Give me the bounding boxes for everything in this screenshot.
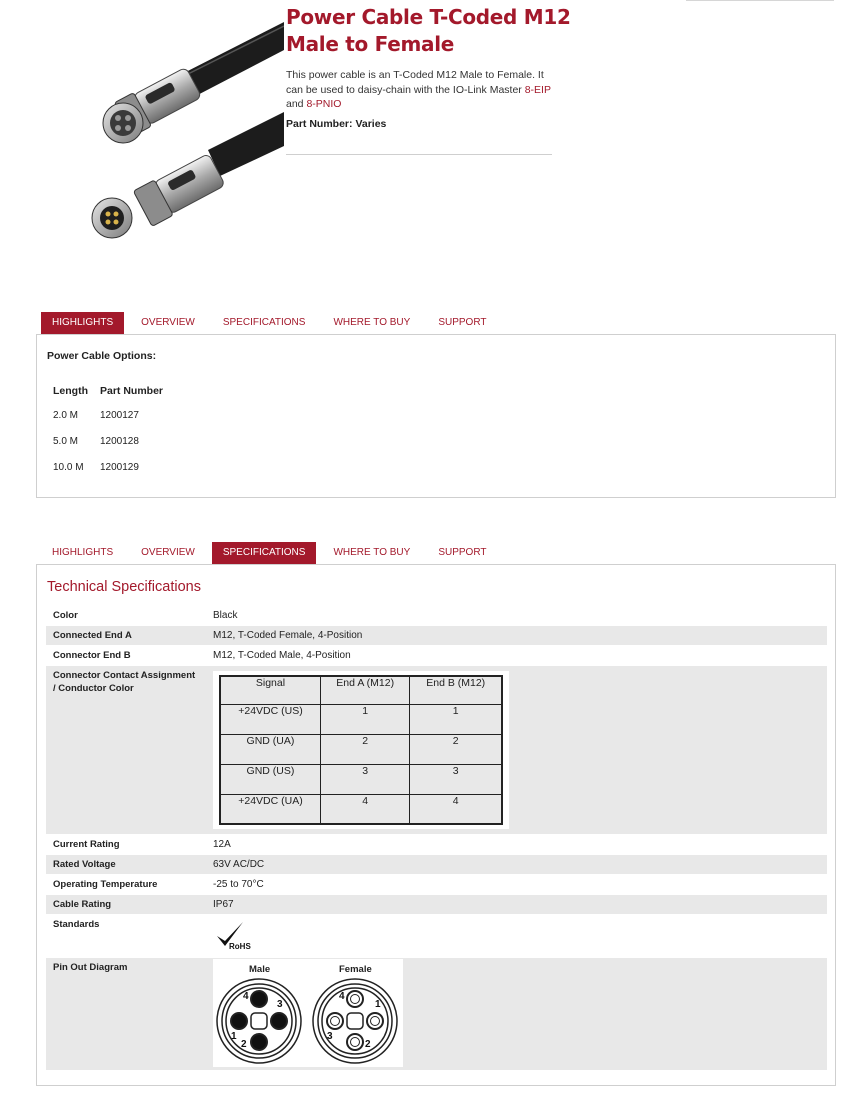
end-a-header: End A (M12)	[320, 676, 409, 704]
tab-highlights[interactable]: HIGHLIGHTS	[41, 312, 124, 334]
tab-bar-highlights	[41, 312, 504, 334]
female-pin-1: 1	[375, 999, 381, 1010]
table-row	[47, 428, 169, 454]
standards-value	[206, 915, 827, 958]
options-table	[47, 380, 169, 480]
part-number-cell: 1200128	[100, 435, 139, 447]
rohs-text: RoHS	[229, 942, 251, 951]
cable-rating-value: IP67	[206, 895, 827, 915]
tab-bar-specifications	[41, 542, 504, 564]
contact-assignment-value	[206, 666, 827, 835]
male-connector-icon	[217, 979, 301, 1063]
table-row	[46, 666, 827, 835]
part-number-cell: 1200127	[100, 409, 139, 421]
link-8-eip[interactable]: 8-EIP	[524, 83, 551, 96]
female-label: Female	[339, 964, 372, 975]
length-cell: 5.0 M	[53, 435, 79, 447]
female-pin-3: 3	[327, 1031, 333, 1042]
current-rating-value: 12A	[206, 835, 827, 855]
rohs-logo	[213, 920, 263, 954]
table-row	[220, 734, 502, 764]
tab-highlights[interactable]: HIGHLIGHTS	[52, 547, 114, 558]
standards-label: Standards	[46, 915, 206, 958]
male-pin-2: 2	[241, 1039, 247, 1050]
product-description	[286, 68, 554, 112]
power-cable-options-title: Power Cable Options:	[47, 350, 157, 362]
table-row	[220, 704, 502, 734]
specifications-panel	[36, 564, 836, 1086]
contact-assignment-label: Connector Contact Assignment / Conductor Color	[46, 666, 206, 835]
table-row	[46, 958, 827, 1071]
operating-temperature-label: Operating Temperature	[46, 875, 206, 895]
part-number-value: Varies	[355, 118, 387, 130]
part-number-label: Part Number:	[286, 118, 353, 130]
description-and: and	[286, 98, 307, 110]
end-b-value: M12, T-Coded Male, 4-Position	[206, 646, 827, 666]
pin-header-row	[220, 676, 502, 704]
male-pin-4: 4	[243, 991, 249, 1002]
product-title: Power Cable T-Coded M12 Male to Female	[286, 5, 571, 56]
tab-where-to-buy[interactable]: WHERE TO BUY	[333, 547, 411, 558]
signal-cell: GND (US)	[220, 764, 320, 794]
link-8-pnio[interactable]: 8-PNIO	[306, 98, 342, 110]
end-b-header: End B (M12)	[410, 676, 502, 704]
color-value: Black	[206, 606, 827, 626]
tab-support[interactable]: SUPPORT	[438, 547, 487, 558]
end-b-cell: 2	[410, 734, 502, 764]
male-label: Male	[249, 964, 271, 975]
pin-assignment-table	[219, 675, 503, 825]
options-header-row	[47, 380, 169, 402]
rated-voltage-value: 63V AC/DC	[206, 855, 827, 875]
signal-cell: +24VDC (US)	[220, 704, 320, 734]
male-pin-1: 1	[231, 1031, 237, 1042]
female-pin-2: 2	[365, 1039, 371, 1050]
length-header: Length	[53, 385, 88, 397]
tab-overview[interactable]: OVERVIEW	[141, 317, 195, 328]
end-a-cell: 3	[320, 764, 409, 794]
table-row	[46, 895, 827, 915]
top-rule	[686, 0, 834, 1]
table-row	[46, 606, 827, 626]
table-row	[220, 764, 502, 794]
table-row	[46, 646, 827, 666]
table-row	[46, 875, 827, 895]
table-row	[46, 855, 827, 875]
tab-overview[interactable]: OVERVIEW	[141, 547, 195, 558]
tab-specifications[interactable]: SPECIFICATIONS	[222, 317, 306, 328]
length-cell: 10.0 M	[53, 461, 84, 473]
table-row	[46, 835, 827, 855]
tab-where-to-buy[interactable]: WHERE TO BUY	[333, 317, 411, 328]
end-b-cell: 1	[410, 704, 502, 734]
pin-table-wrapper	[213, 671, 509, 829]
signal-header: Signal	[220, 676, 320, 704]
end-b-cell: 3	[410, 764, 502, 794]
product-image	[78, 0, 284, 250]
pinout-drawing	[213, 959, 403, 1067]
table-row	[46, 915, 827, 958]
signal-cell: GND (UA)	[220, 734, 320, 764]
operating-temperature-value: -25 to 70°C	[206, 875, 827, 895]
end-a-value: M12, T-Coded Female, 4-Position	[206, 626, 827, 646]
technical-specifications-title: Technical Specifications	[47, 579, 201, 595]
rated-voltage-label: Rated Voltage	[46, 855, 206, 875]
female-connector-icon	[313, 979, 397, 1063]
current-rating-label: Current Rating	[46, 835, 206, 855]
table-row	[47, 454, 169, 480]
end-b-cell: 4	[410, 794, 502, 824]
title-divider	[286, 154, 552, 155]
female-pin-4: 4	[339, 991, 345, 1002]
length-cell: 2.0 M	[53, 409, 79, 421]
end-a-label: Connected End A	[46, 626, 206, 646]
cable-rating-label: Cable Rating	[46, 895, 206, 915]
table-row	[46, 626, 827, 646]
pinout-diagram	[213, 959, 403, 1067]
part-number	[286, 118, 386, 130]
color-label: Color	[46, 606, 206, 626]
end-a-cell: 4	[320, 794, 409, 824]
end-b-label: Connector End B	[46, 646, 206, 666]
table-row	[47, 402, 169, 428]
tab-support[interactable]: SUPPORT	[438, 317, 487, 328]
pinout-value	[206, 958, 827, 1071]
male-pin-3: 3	[277, 999, 283, 1010]
spec-table	[46, 605, 827, 1070]
end-a-cell: 1	[320, 704, 409, 734]
signal-cell: +24VDC (UA)	[220, 794, 320, 824]
tab-specifications[interactable]: SPECIFICATIONS	[212, 542, 317, 564]
table-row	[220, 794, 502, 824]
highlights-panel	[36, 334, 836, 498]
end-a-cell: 2	[320, 734, 409, 764]
part-number-cell: 1200129	[100, 461, 139, 473]
description-text: This power cable is an T-Coded M12 Male to Female. It can be used to daisy-chain with the IO-Link Master	[286, 69, 544, 96]
pinout-label: Pin Out Diagram	[46, 958, 206, 1071]
part-number-header: Part Number	[100, 385, 164, 397]
